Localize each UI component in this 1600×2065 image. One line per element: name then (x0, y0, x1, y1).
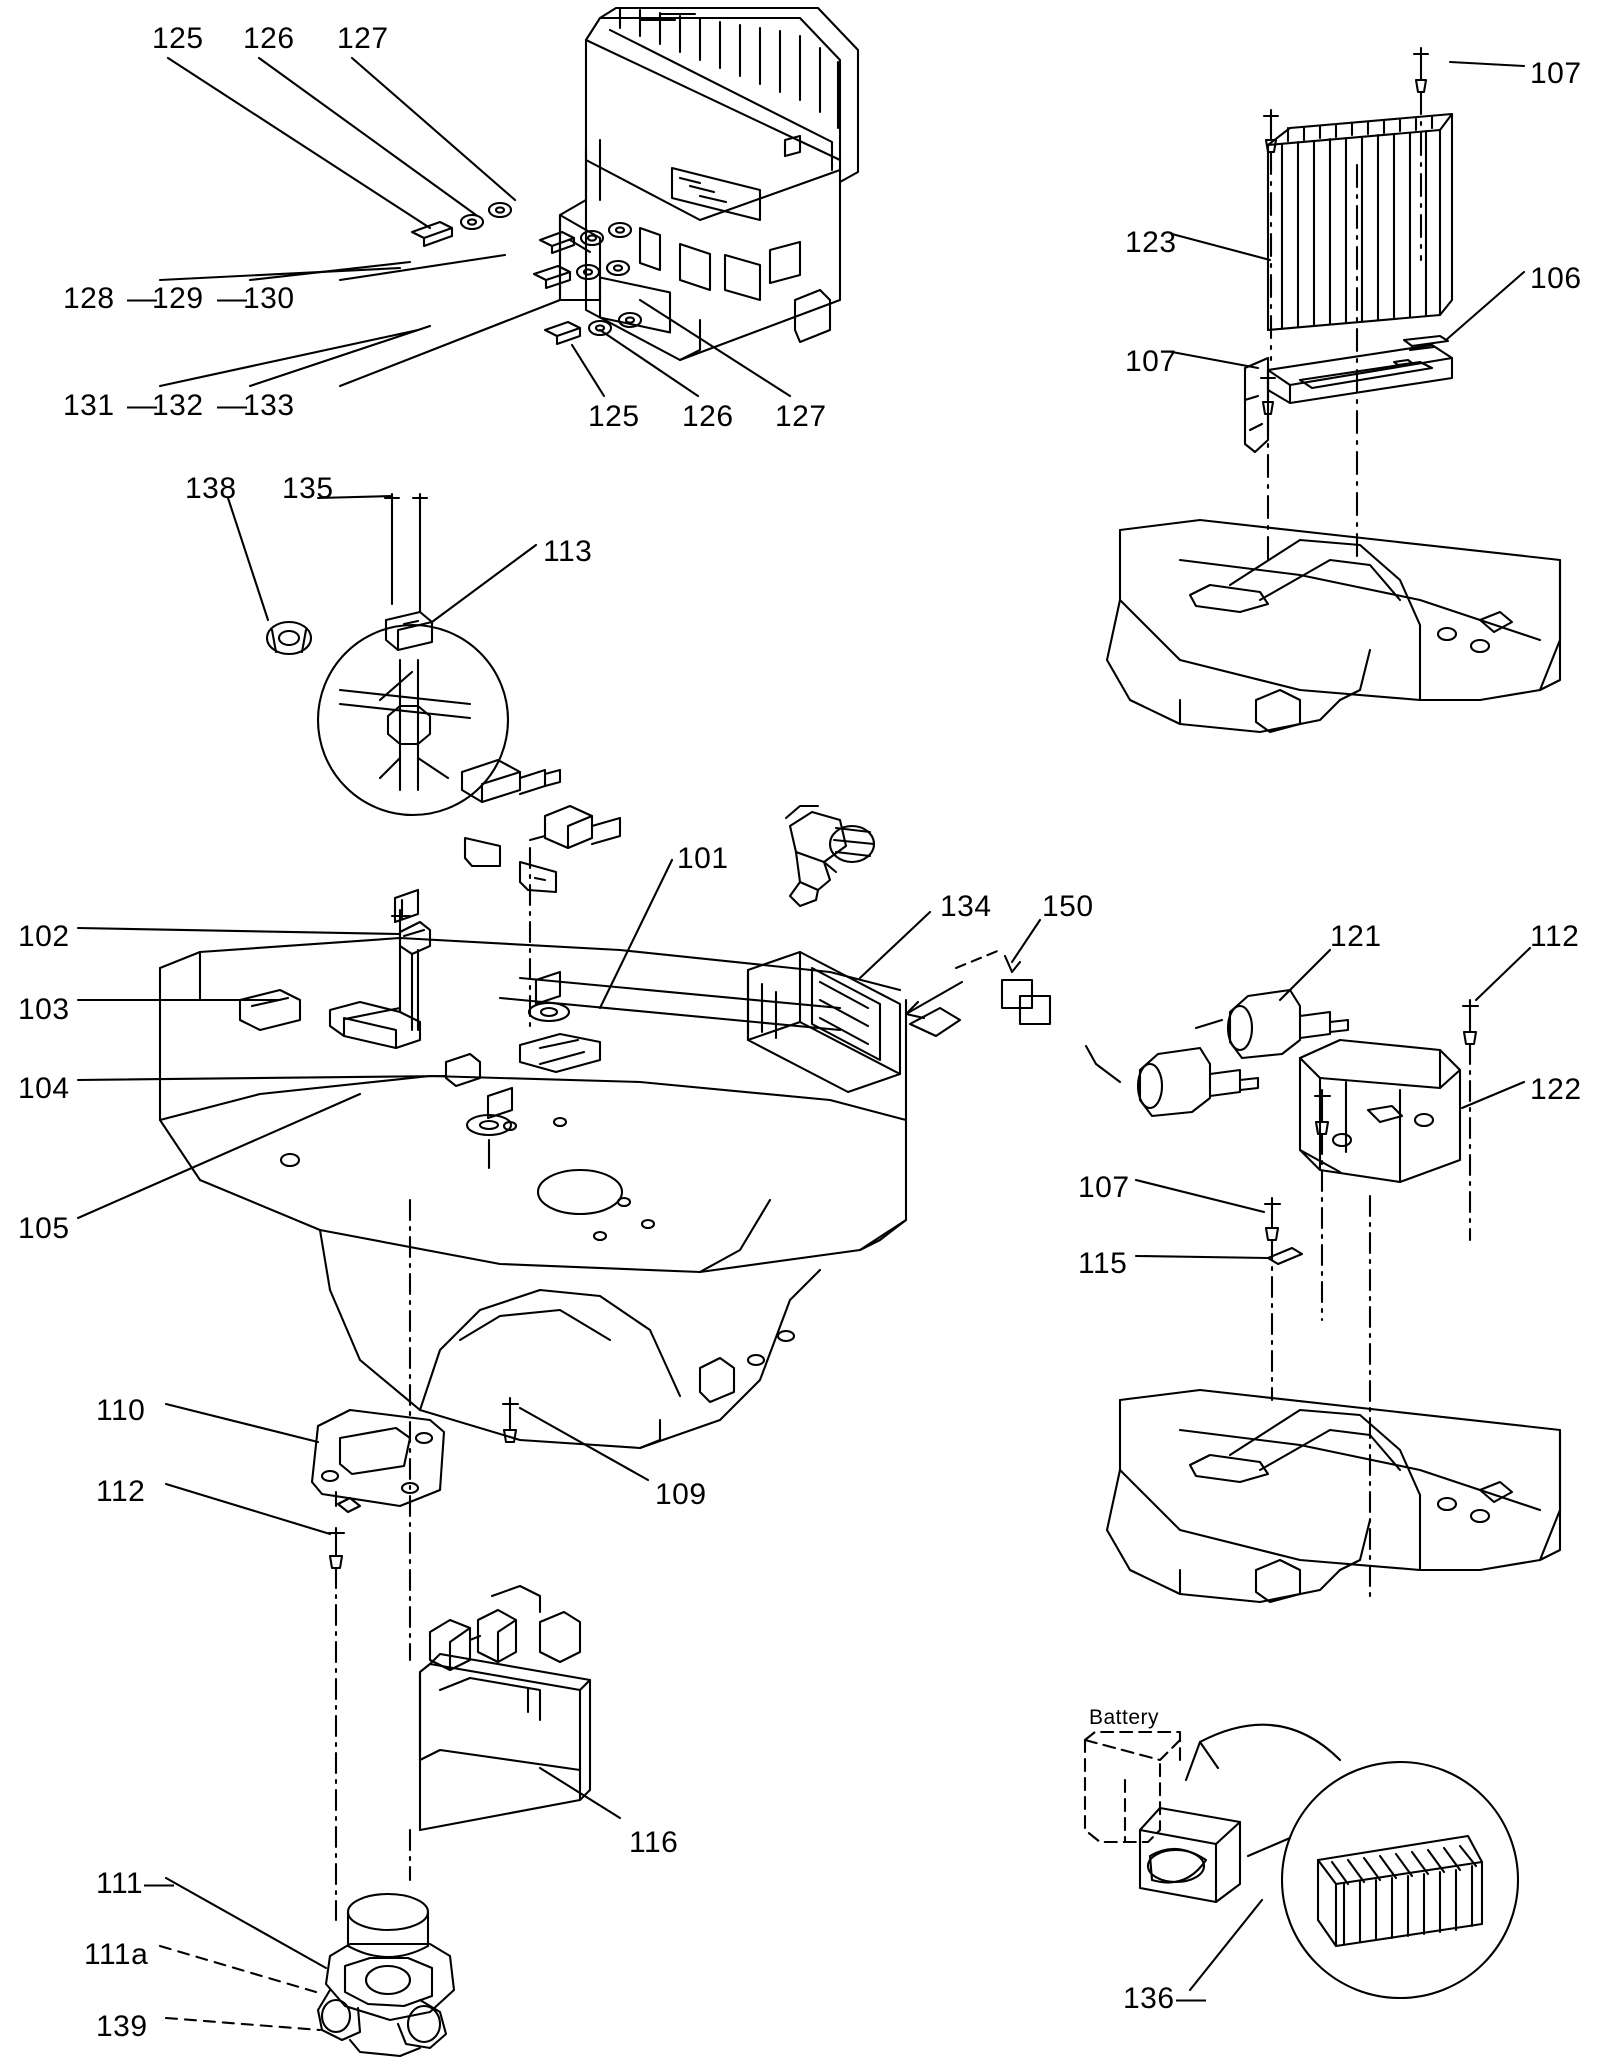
callout-116: 116 (629, 1826, 679, 1859)
battery-text-label: Battery (1089, 1706, 1160, 1729)
callout-136: 136 (1123, 1982, 1175, 2015)
callout-122: 122 (1530, 1073, 1582, 1106)
callout-132: 132 (152, 389, 204, 422)
callout-107-lower: 107 (1078, 1171, 1130, 1204)
callout-135: 135 (282, 472, 334, 505)
callout-106: 106 (1530, 262, 1582, 295)
control-module-assembly (560, 8, 858, 360)
callout-115: 115 (1078, 1247, 1128, 1280)
callout-129: 129 (152, 282, 204, 315)
callout-150: 150 (1042, 890, 1094, 923)
callout-102: 102 (18, 920, 70, 953)
callout-111: 111 (96, 1867, 144, 1900)
callout-dash-136: — (1176, 1982, 1207, 2015)
callout-125-lower: 125 (588, 400, 640, 433)
callout-113: 113 (543, 535, 593, 568)
callout-105: 105 (18, 1212, 70, 1245)
callout-131: 131 (63, 389, 115, 422)
callout-dash-129-130: — (217, 282, 248, 315)
caster-assembly (160, 1878, 454, 2056)
callout-128: 128 (63, 282, 115, 315)
fastener-group-base (392, 838, 569, 1442)
callout-121: 121 (1330, 920, 1382, 953)
callout-103: 103 (18, 993, 70, 1026)
callout-101: 101 (677, 842, 729, 875)
callout-110: 110 (96, 1394, 146, 1427)
mounting-plate-110 (166, 1404, 444, 1568)
fastener-group-upper (412, 203, 641, 344)
callout-125-upper: 125 (152, 22, 204, 55)
callout-107-mid: 107 (1125, 345, 1177, 378)
callout-138: 138 (185, 472, 237, 505)
callout-139: 139 (96, 2010, 148, 2043)
callout-dash-132-133: — (217, 389, 248, 422)
callout-112-left: 112 (96, 1475, 146, 1508)
callout-134: 134 (940, 890, 992, 923)
callout-dash-111-111a: — (144, 1867, 175, 1900)
battery-detail-136 (1085, 1725, 1518, 1998)
callout-107-top: 107 (1530, 57, 1582, 90)
callout-130: 130 (243, 282, 295, 315)
callout-104: 104 (18, 1072, 70, 1105)
power-module-assembly (1172, 48, 1524, 560)
callout-133: 133 (243, 389, 295, 422)
leader-lines-top-left (160, 58, 790, 396)
chassis-base-lower-right (1107, 1390, 1560, 1602)
callout-127-lower: 127 (775, 400, 827, 433)
callout-dash-131-132: — (127, 389, 158, 422)
callout-112-right: 112 (1530, 920, 1580, 953)
chassis-base-upper-right (1107, 520, 1560, 732)
callout-127-upper: 127 (337, 22, 389, 55)
air-duct-134 (748, 912, 1050, 1092)
callout-109: 109 (655, 1478, 707, 1511)
callout-126-upper: 126 (243, 22, 295, 55)
chassis-base-main (160, 938, 906, 1448)
callout-dash-128-129: — (127, 282, 158, 315)
callout-123: 123 (1125, 226, 1177, 259)
callout-126-lower: 126 (682, 400, 734, 433)
battery-116 (336, 1200, 620, 1920)
pump-assembly (786, 806, 874, 906)
callout-111a: 111a (84, 1938, 149, 1971)
